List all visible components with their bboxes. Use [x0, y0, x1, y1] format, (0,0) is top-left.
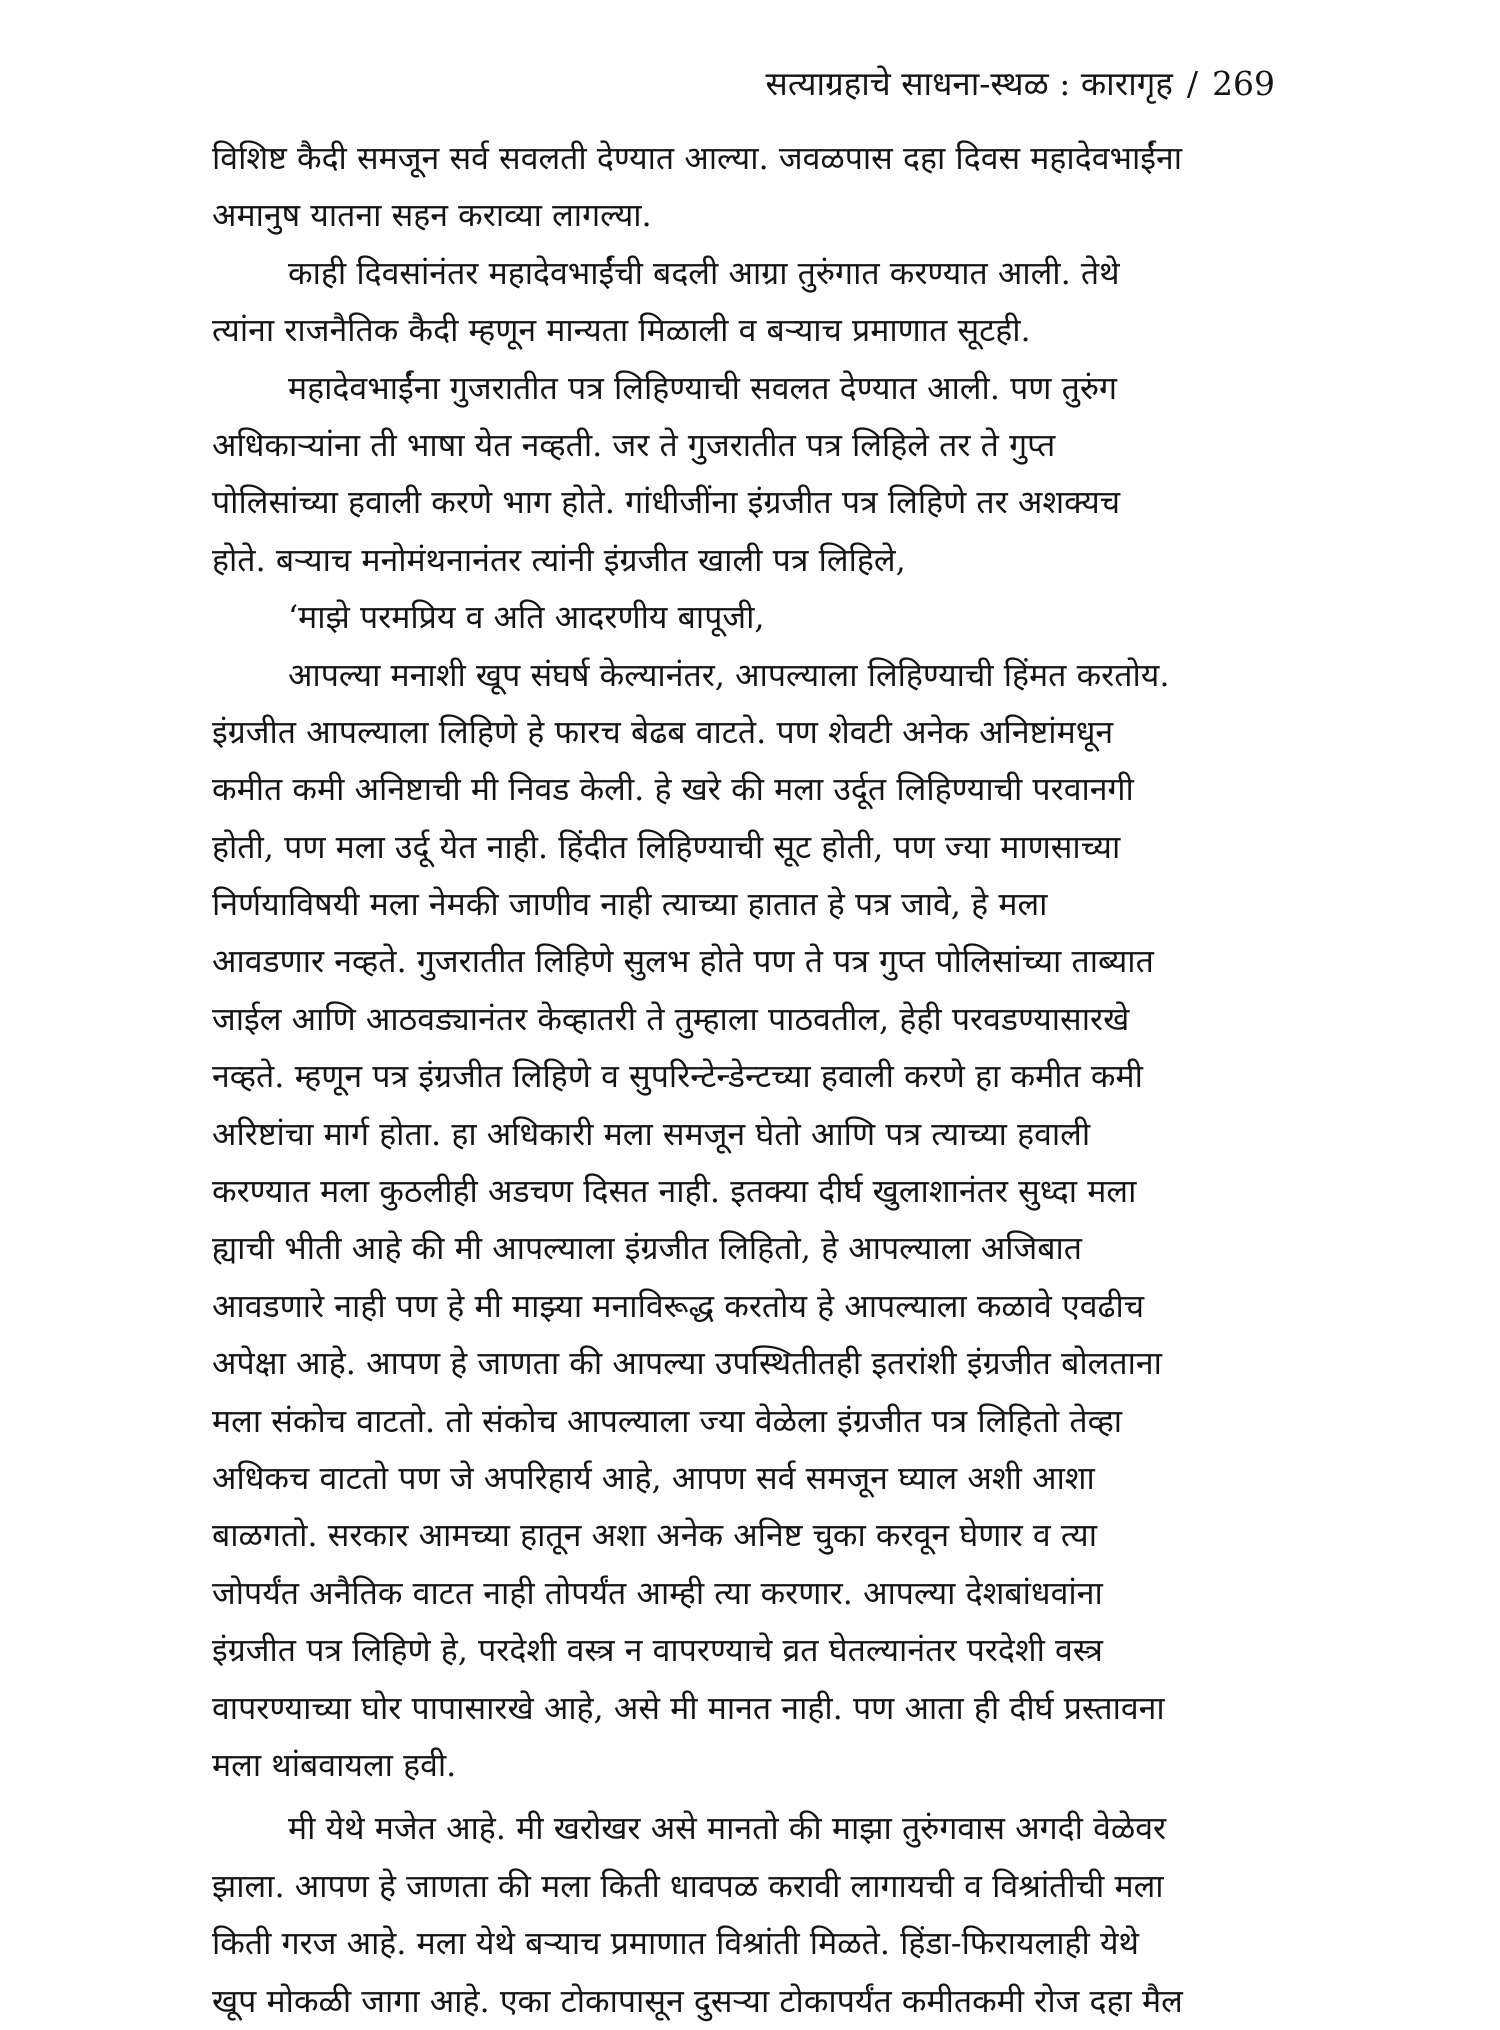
text-line: ‘माझे परमप्रिय व अति आदरणीय बापूजी, — [288, 598, 765, 637]
text-line: पोलिसांच्या हवाली करणे भाग होते. गांधीजींना इंग्रजीत पत्र लिहिणे तर अशक्यच — [212, 483, 1121, 522]
text-line: अधिकाऱ्यांना ती भाषा येत नव्हती. जर ते गुजरातीत पत्र लिहिले तर ते गुप्त — [212, 425, 1056, 464]
text-line: किती गरज आहे. मला येथे बऱ्याच प्रमाणात विश्रांती मिळते. हिंडा-फिरायलाही येथे — [212, 1924, 1139, 1963]
header-separator: / — [1186, 64, 1198, 103]
text-line: इंग्रजीत आपल्याला लिहिणे हे फारच बेढब वाटते. पण शेवटी अनेक अनिष्टांमधून — [212, 712, 1114, 751]
text-line: बाळगतो. सरकार आमच्या हातून अशा अनेक अनिष्ट चुका करवून घेणार व त्या — [212, 1516, 1098, 1555]
text-line: अधिकच वाटतो पण जे अपरिहार्य आहे, आपण सर्व समजून घ्याल अशी आशा — [212, 1458, 1095, 1497]
text-line: इंग्रजीत पत्र लिहिणे हे, परदेशी वस्त्र न वापरण्याचे व्रत घेतल्यानंतर परदेशी वस्त्र — [212, 1631, 1103, 1670]
running-header — [766, 62, 1275, 106]
text-line: काही दिवसांनंतर महादेवभाईंची बदली आग्रा तुरुंगात करण्यात आली. तेथे — [288, 253, 1120, 292]
text-line: ह्याची भीती आहे की मी आपल्याला इंग्रजीत लिहितो, हे आपल्याला अजिबात — [212, 1229, 1083, 1268]
body-text — [212, 130, 1290, 2030]
text-line: झाला. आपण हे जाणता की मला किती धावपळ करावी लागायची व विश्रांतीची मला — [212, 1866, 1164, 1905]
text-line: वापरण्याच्या घोर पापासारखे आहे, असे मी मानत नाही. पण आता ही दीर्घ प्रस्तावना — [212, 1688, 1165, 1727]
text-line: अरिष्टांचा मार्ग होता. हा अधिकारी मला समजून घेतो आणि पत्र त्याच्या हवाली — [212, 1114, 1091, 1153]
text-line: कमीत कमी अनिष्टाची मी निवड केली. हे खरे की मला उर्दूत लिहिण्याची परवानगी — [212, 770, 1134, 809]
text-line: महादेवभाईंना गुजरातीत पत्र लिहिण्याची सवलत देण्यात आली. पण तुरुंग — [288, 368, 1117, 407]
text-line: जोपर्यंत अनैतिक वाटत नाही तोपर्यंत आम्ही त्या करणार. आपल्या देशबांधवांना — [212, 1573, 1103, 1612]
text-line: मला थांबवायला हवी. — [212, 1745, 457, 1784]
text-line: नव्हते. म्हणून पत्र इंग्रजीत लिहिणे व सुपरिन्टेन्डेन्टच्या हवाली करणे हा कमीत कमी — [212, 1057, 1143, 1096]
text-line: निर्णयाविषयी मला नेमकी जाणीव नाही त्याच्या हातात हे पत्र जावे, हे मला — [212, 885, 1048, 924]
text-line: विशिष्ट कैदी समजून सर्व सवलती देण्यात आल्या. जवळपास दहा दिवस महादेवभाईंना — [212, 139, 1183, 177]
running-title: सत्याग्रहाचे साधना-स्थळ : कारागृह — [765, 64, 1173, 103]
text-line: खूप मोकळी जागा आहे. एका टोकापासून दुसऱ्या टोकापर्यंत कमीतकमी रोज दहा मैल — [212, 1981, 1183, 2020]
text-line: आवडणारे नाही पण हे मी माझ्या मनाविरूद्ध करतोय हे आपल्याला कळावे एवढीच — [212, 1286, 1145, 1325]
text-line: मी येथे मजेत आहे. मी खरोखर असे मानतो की माझा तुरुंगवास अगदी वेळेवर — [288, 1809, 1167, 1848]
text-line: जाईल आणि आठवड्यानंतर केव्हातरी ते तुम्हाला पाठवतील, हेही परवडण्यासारखे — [212, 999, 1130, 1038]
text-line: त्यांना राजनैतिक कैदी म्हणून मान्यता मिळाली व बऱ्याच प्रमाणात सूटही. — [212, 311, 1031, 350]
text-line: अमानुष यातना सहन कराव्या लागल्या. — [212, 196, 652, 235]
text-line: होती, पण मला उर्दू येत नाही. हिंदीत लिहिण्याची सूट होती, पण ज्या माणसाच्या — [212, 827, 1121, 866]
text-line: होते. बऱ्याच मनोमंथनानंतर त्यांनी इंग्रजीत खाली पत्र लिहिले, — [212, 540, 906, 579]
text-line: मला संकोच वाटतो. तो संकोच आपल्याला ज्या वेळेला इंग्रजीत पत्र लिहितो तेव्हा — [212, 1401, 1123, 1440]
page-number: 269 — [1212, 64, 1275, 103]
text-line: अपेक्षा आहे. आपण हे जाणता की आपल्या उपस्थितीतही इतरांशी इंग्रजीत बोलताना — [212, 1344, 1162, 1383]
text-line: आपल्या मनाशी खूप संघर्ष केल्यानंतर, आपल्याला लिहिण्याची हिंमत करतोय. — [288, 655, 1170, 694]
text-line: आवडणार नव्हते. गुजरातीत लिहिणे सुलभ होते पण ते पत्र गुप्त पोलिसांच्या ताब्यात — [212, 942, 1154, 981]
text-line: करण्यात मला कुठलीही अडचण दिसत नाही. इतक्या दीर्घ खुलाशानंतर सुध्दा मला — [212, 1172, 1137, 1211]
